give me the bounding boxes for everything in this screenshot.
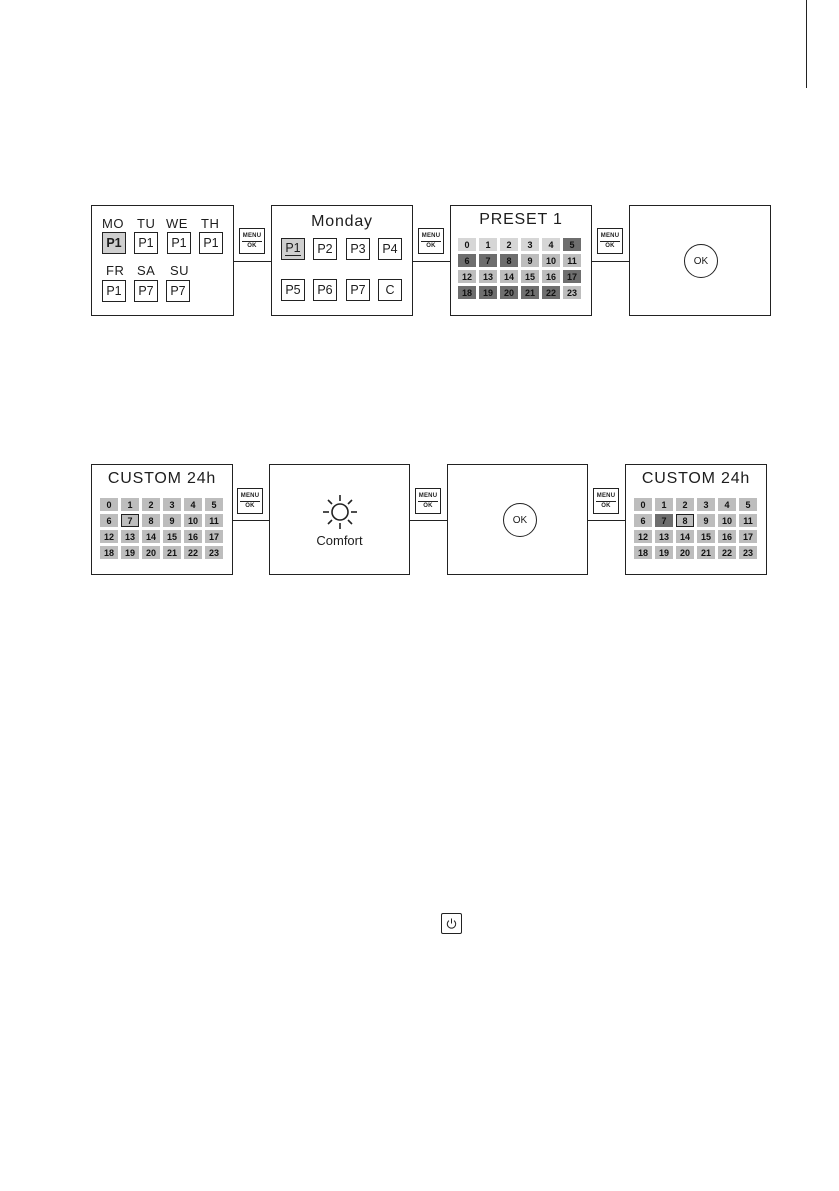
- panel-title: CUSTOM 24h: [641, 470, 751, 487]
- hour-cell[interactable]: 23: [739, 546, 757, 559]
- hour-cell[interactable]: 18: [458, 286, 476, 299]
- preset-option-p4[interactable]: P4: [378, 238, 402, 260]
- preset-option-p3[interactable]: P3: [346, 238, 370, 260]
- hour-cell[interactable]: 14: [676, 530, 694, 543]
- hour-cell[interactable]: 15: [521, 270, 539, 283]
- connector-line: [233, 520, 269, 521]
- hour-cell[interactable]: 11: [739, 514, 757, 527]
- ok-panel: [629, 205, 771, 316]
- hour-cell[interactable]: 9: [163, 514, 181, 527]
- hour-cell[interactable]: 20: [142, 546, 160, 559]
- day-label: SU: [170, 263, 190, 278]
- hour-cell[interactable]: 8: [142, 514, 160, 527]
- hour-cell[interactable]: 23: [205, 546, 223, 559]
- hour-cell[interactable]: 5: [739, 498, 757, 511]
- hour-cell[interactable]: 6: [100, 514, 118, 527]
- hour-cell[interactable]: 2: [500, 238, 518, 251]
- menu-ok-button[interactable]: MENU OK: [237, 488, 263, 514]
- hour-cell[interactable]: 3: [521, 238, 539, 251]
- hour-cell[interactable]: 0: [458, 238, 476, 251]
- ok-button[interactable]: OK: [684, 244, 718, 278]
- day-label: FR: [106, 263, 125, 278]
- hour-cell[interactable]: 3: [697, 498, 715, 511]
- hour-cell[interactable]: 11: [205, 514, 223, 527]
- panel-title: Monday: [311, 213, 373, 230]
- sun-icon: [321, 493, 359, 531]
- hour-cell-selected[interactable]: 8: [676, 514, 694, 527]
- hour-cell[interactable]: 7: [655, 514, 673, 527]
- connector-line: [592, 261, 629, 262]
- preset-option-p7[interactable]: P7: [346, 279, 370, 301]
- menu-ok-button[interactable]: MENU OK: [597, 228, 623, 254]
- preset-box-mo[interactable]: P1: [102, 232, 126, 254]
- hour-cell[interactable]: 9: [521, 254, 539, 267]
- hour-cell[interactable]: 18: [634, 546, 652, 559]
- menu-ok-button[interactable]: MENU OK: [415, 488, 441, 514]
- ok-button[interactable]: OK: [503, 503, 537, 537]
- hour-cell[interactable]: 17: [205, 530, 223, 543]
- ok-panel: [447, 464, 588, 575]
- hour-cell[interactable]: 19: [121, 546, 139, 559]
- day-label: WE: [166, 216, 188, 231]
- preset-option-p2[interactable]: P2: [313, 238, 337, 260]
- day-label: TU: [137, 216, 156, 231]
- preset-box-sa[interactable]: P7: [134, 280, 158, 302]
- connector-line: [588, 520, 625, 521]
- preset-box-we[interactable]: P1: [167, 232, 191, 254]
- preset-panel: [450, 205, 592, 316]
- day-label: MO: [102, 216, 124, 231]
- preset-box-th[interactable]: P1: [199, 232, 223, 254]
- hour-cell[interactable]: 16: [542, 270, 560, 283]
- custom-panel-after: [625, 464, 767, 575]
- day-label: TH: [201, 216, 220, 231]
- hour-cell[interactable]: 19: [655, 546, 673, 559]
- hour-cell[interactable]: 22: [542, 286, 560, 299]
- hour-cell[interactable]: 17: [563, 270, 581, 283]
- hour-cell[interactable]: 12: [634, 530, 652, 543]
- hour-cell[interactable]: 4: [542, 238, 560, 251]
- preset-option-p5[interactable]: P5: [281, 279, 305, 301]
- hour-cell[interactable]: 1: [121, 498, 139, 511]
- hour-cell[interactable]: 5: [205, 498, 223, 511]
- hour-grid: [100, 498, 223, 559]
- hour-cell[interactable]: 10: [542, 254, 560, 267]
- hour-cell[interactable]: 17: [739, 530, 757, 543]
- hour-cell[interactable]: 5: [563, 238, 581, 251]
- power-button[interactable]: [441, 913, 462, 934]
- hour-cell[interactable]: 19: [479, 286, 497, 299]
- preset-option-p6[interactable]: P6: [313, 279, 337, 301]
- margin-line: [806, 0, 807, 88]
- hour-cell[interactable]: 7: [479, 254, 497, 267]
- hour-grid: [458, 238, 581, 299]
- monday-panel: [271, 205, 413, 316]
- hour-cell[interactable]: 22: [184, 546, 202, 559]
- custom-panel-before: [91, 464, 233, 575]
- hour-cell[interactable]: 0: [634, 498, 652, 511]
- hour-cell[interactable]: 1: [655, 498, 673, 511]
- hour-cell[interactable]: 1: [479, 238, 497, 251]
- hour-cell[interactable]: 6: [458, 254, 476, 267]
- preset-box-fr[interactable]: P1: [102, 280, 126, 302]
- preset-option-p1[interactable]: P1: [281, 238, 305, 260]
- connector-line: [234, 261, 271, 262]
- comfort-panel: [269, 464, 410, 575]
- hour-cell[interactable]: 12: [458, 270, 476, 283]
- menu-ok-button[interactable]: MENU OK: [593, 488, 619, 514]
- hour-cell[interactable]: 13: [655, 530, 673, 543]
- menu-ok-button[interactable]: MENU OK: [239, 228, 265, 254]
- connector-line: [410, 520, 447, 521]
- hour-cell[interactable]: 2: [142, 498, 160, 511]
- hour-cell[interactable]: 21: [697, 546, 715, 559]
- hour-cell-selected[interactable]: 7: [121, 514, 139, 527]
- day-label: SA: [137, 263, 156, 278]
- hour-cell[interactable]: 16: [718, 530, 736, 543]
- hour-cell[interactable]: 20: [676, 546, 694, 559]
- preset-box-su[interactable]: P7: [166, 280, 190, 302]
- power-icon: [445, 917, 458, 930]
- days-panel: [91, 205, 234, 316]
- hour-cell[interactable]: 6: [634, 514, 652, 527]
- hour-cell[interactable]: 4: [184, 498, 202, 511]
- hour-cell[interactable]: 12: [100, 530, 118, 543]
- hour-cell[interactable]: 14: [142, 530, 160, 543]
- hour-cell[interactable]: 11: [563, 254, 581, 267]
- hour-cell[interactable]: 4: [718, 498, 736, 511]
- menu-ok-button[interactable]: MENU OK: [418, 228, 444, 254]
- hour-cell[interactable]: 22: [718, 546, 736, 559]
- preset-box-tu[interactable]: P1: [134, 232, 158, 254]
- panel-title: CUSTOM 24h: [107, 470, 217, 487]
- hour-cell[interactable]: 15: [163, 530, 181, 543]
- hour-cell[interactable]: 15: [697, 530, 715, 543]
- connector-line: [413, 261, 450, 262]
- hour-cell[interactable]: 13: [479, 270, 497, 283]
- hour-cell[interactable]: 10: [184, 514, 202, 527]
- hour-cell[interactable]: 8: [500, 254, 518, 267]
- hour-cell[interactable]: 10: [718, 514, 736, 527]
- hour-cell[interactable]: 9: [697, 514, 715, 527]
- hour-cell[interactable]: 0: [100, 498, 118, 511]
- hour-cell[interactable]: 14: [500, 270, 518, 283]
- hour-cell[interactable]: 23: [563, 286, 581, 299]
- hour-cell[interactable]: 16: [184, 530, 202, 543]
- hour-cell[interactable]: 18: [100, 546, 118, 559]
- hour-cell[interactable]: 3: [163, 498, 181, 511]
- hour-cell[interactable]: 13: [121, 530, 139, 543]
- preset-option-c[interactable]: C: [378, 279, 402, 301]
- hour-cell[interactable]: 21: [163, 546, 181, 559]
- hour-grid: [634, 498, 757, 559]
- hour-cell[interactable]: 21: [521, 286, 539, 299]
- panel-title: PRESET 1: [479, 211, 563, 228]
- comfort-label: Comfort: [316, 533, 363, 548]
- hour-cell[interactable]: 20: [500, 286, 518, 299]
- hour-cell[interactable]: 2: [676, 498, 694, 511]
